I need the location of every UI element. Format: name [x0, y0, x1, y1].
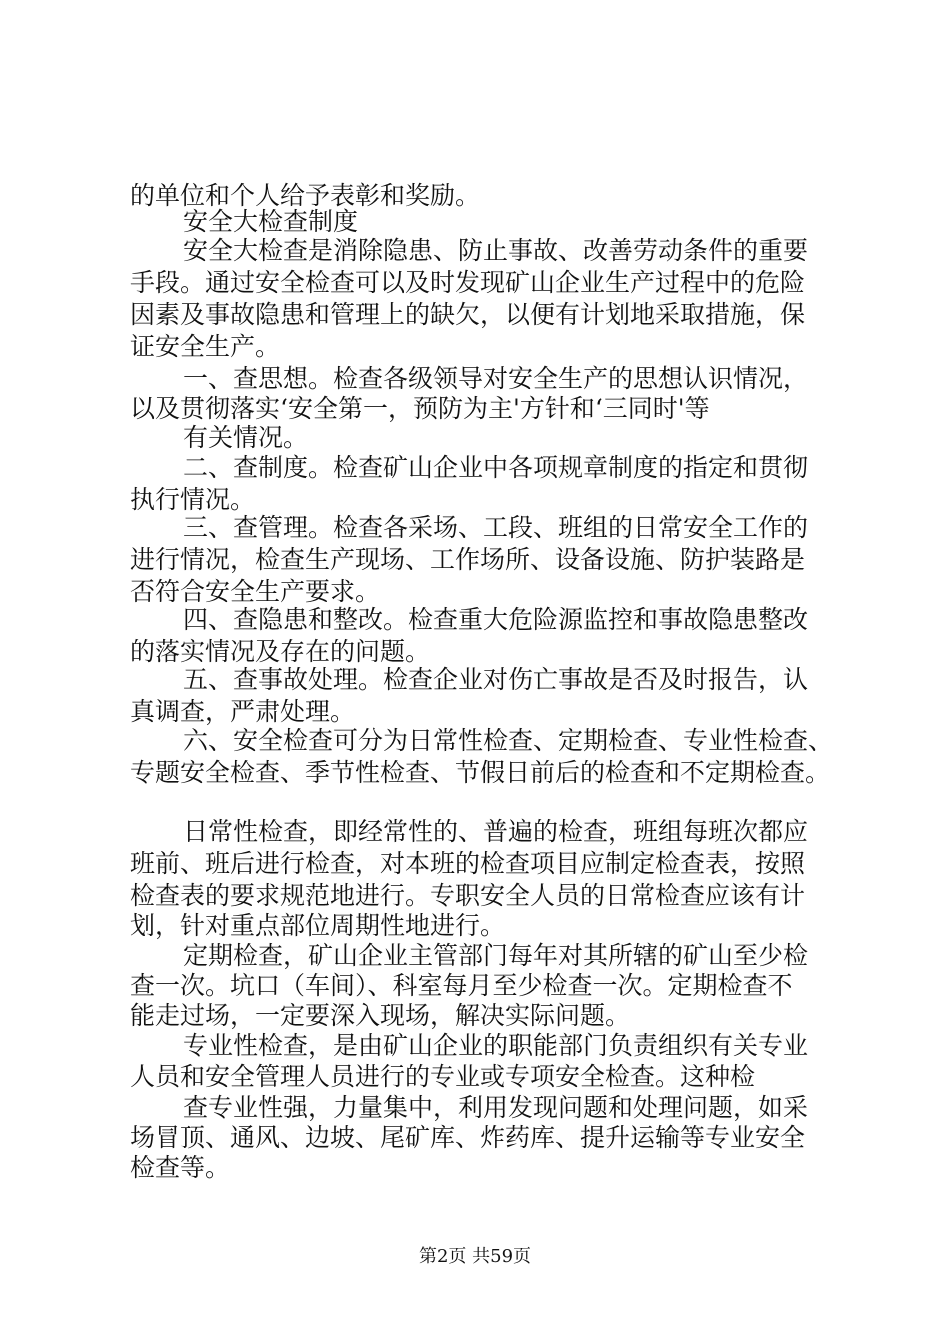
text-line: 二、查制度。检查矿山企业中各项规章制度的指定和贯彻: [183, 453, 809, 482]
text-line: 的单位和个人给予表彰和奖励。: [130, 181, 481, 210]
section-heading: 安全大检查制度: [183, 207, 359, 236]
text-line: 手段。通过安全检查可以及时发现矿山企业生产过程中的危险: [130, 268, 806, 297]
text-line: 三、查管理。检查各采场、工段、班组的日常安全工作的: [183, 513, 809, 542]
text-line: 检查等。: [130, 1153, 231, 1182]
text-line: 六、安全检查可分为日常性检查、定期检查、专业性检查、: [183, 726, 834, 755]
text-line: 执行情况。: [130, 485, 256, 514]
text-line: 能走过场，一定要深入现场，解决实际问题。: [130, 1001, 631, 1030]
text-line: 真调查，严肃处理。: [130, 697, 356, 726]
text-line: 定期检查，矿山企业主管部门每年对其所辖的矿山至少检: [183, 941, 809, 970]
text-line: 日常性检查，即经常性的、普遍的检查，班组每班次都应: [183, 817, 809, 846]
text-line: 班前、班后进行检查，对本班的检查项目应制定检查表，按照: [130, 849, 806, 878]
text-line: 有关情况。: [183, 423, 309, 452]
text-line: 专题安全检查、季节性检查、节假日前后的检查和不定期检查。: [130, 758, 831, 787]
text-line: 查一次。坑口（车间）、科室每月至少检查一次。定期检查不: [130, 971, 793, 1000]
text-line: 查专业性强，力量集中，利用发现问题和处理问题，如采: [183, 1093, 809, 1122]
text-line: 五、查事故处理。检查企业对伤亡事故是否及时报告，认: [183, 665, 809, 694]
text-line: 因素及事故隐患和管理上的缺欠，以便有计划地采取措施，保: [130, 300, 806, 329]
text-line: 证安全生产。: [130, 332, 281, 361]
text-line: 一、查思想。检查各级领导对安全生产的思想认识情况，: [183, 364, 809, 393]
text-line: 的落实情况及存在的问题。: [130, 637, 431, 666]
text-line: 划，针对重点部位周期性地进行。: [130, 911, 506, 940]
text-line: 专业性检查，是由矿山企业的职能部门负责组织有关专业: [183, 1031, 809, 1060]
text-line: 人员和安全管理人员进行的专业或专项安全检查。这种检: [130, 1062, 756, 1091]
text-line: 否符合安全生产要求。: [130, 577, 381, 606]
text-line: 场冒顶、通风、边坡、尾矿库、炸药库、提升运输等专业安全: [130, 1123, 806, 1152]
text-line: 四、查隐患和整改。检查重大危险源监控和事故隐患整改: [183, 605, 809, 634]
text-line: 安全大检查是消除隐患、防止事故、改善劳动条件的重要: [183, 236, 809, 265]
page-number-footer: 第2页 共59页: [418, 1246, 532, 1267]
text-line: 检查表的要求规范地进行。专职安全人员的日常检查应该有计: [130, 881, 806, 910]
text-line: 以及贯彻落实‘安全第一，预防为主'方针和‘三同时'等: [130, 394, 710, 423]
text-line: 进行情况，检查生产现场、工作场所、设备设施、防护装路是: [130, 545, 806, 574]
